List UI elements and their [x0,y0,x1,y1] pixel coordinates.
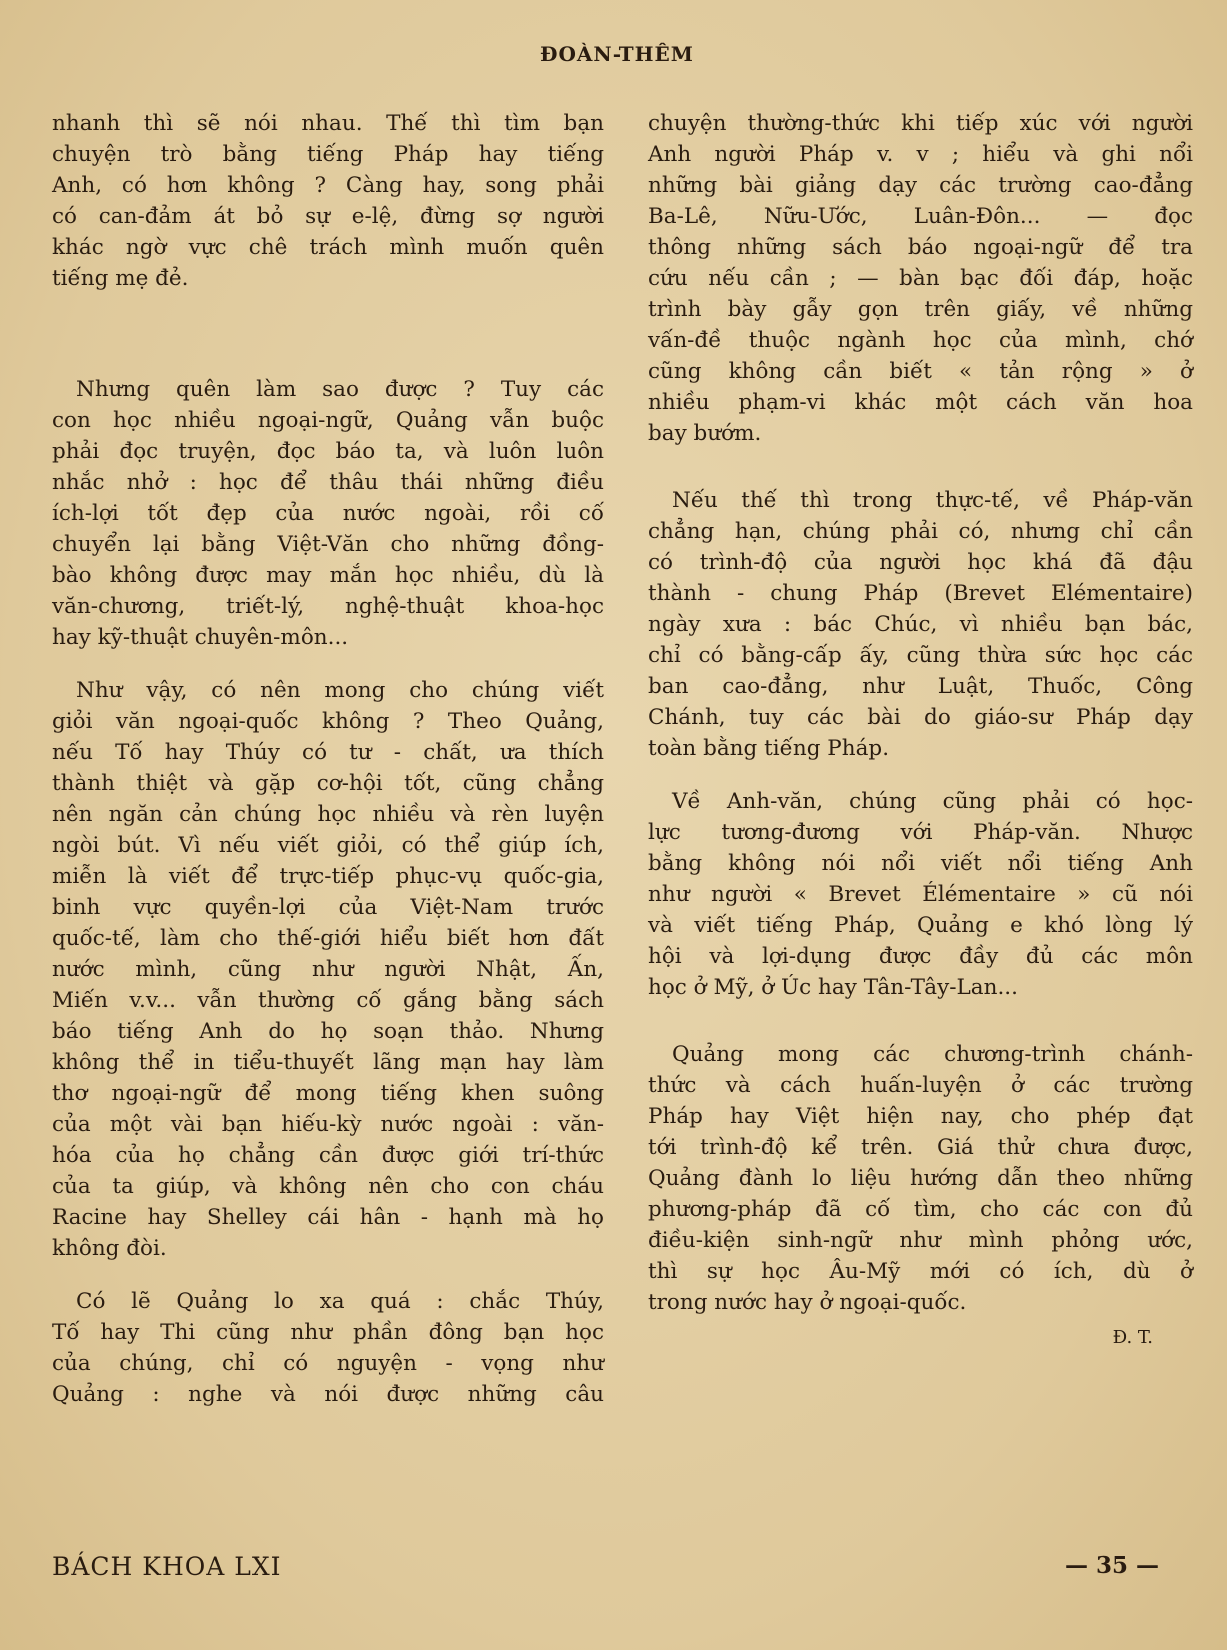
text-line: hội và lợi-dụng được đầy đủ các môn [648,944,1193,969]
text-line: giỏi văn ngoại-quốc không ? Theo Quảng, [52,709,604,734]
text-line: nếu Tố hay Thúy có tư - chất, ưa thích [52,740,604,765]
text-line: toàn bằng tiếng Pháp. [648,736,890,761]
text-line: Như vậy, có nên mong cho chúng viết [76,678,604,703]
text-line: binh vực quyền-lợi của Việt-Nam trước [52,895,604,920]
text-line: Anh, có hơn không ? Càng hay, song phải [52,173,604,198]
text-line: bay bướm. [648,421,762,446]
text-line: Có lẽ Quảng lo xa quá : chắc Thúy, [76,1289,604,1314]
text-line: những bài giảng dạy các trường cao-đẳng [648,173,1193,198]
text-line: trình bày gẫy gọn trên giấy, về những [648,297,1193,322]
text-line: chuyển lại bằng Việt-Văn cho những đồng- [52,532,604,557]
text-line: phải đọc truyện, đọc báo ta, và luôn luôn [52,439,604,464]
text-line: quốc-tế, làm cho thế-giới hiểu biết hơn đất [52,926,604,951]
text-line: thức và cách huấn-luyện ở các trường [648,1073,1193,1098]
left-text-column [52,108,604,1410]
text-line: Quảng mong các chương-trình chánh- [672,1042,1193,1067]
text-line: có trình-độ của người học khá đã đậu [648,550,1193,575]
text-line: Quảng : nghe và nói được những câu [52,1382,604,1407]
text-line: có can-đảm át bỏ sự e-lệ, đừng sợ người [52,204,604,229]
text-line: cũng không cần biết « tản rộng » ở [648,359,1193,384]
text-line: bào không được may mắn học nhiều, dù là [52,563,604,588]
page-header-author: ĐOÀN-THÊM [540,42,694,66]
text-line: báo tiếng Anh do họ soạn thảo. Nhưng [52,1019,604,1044]
text-line: trong nước hay ở ngoại-quốc. [648,1290,967,1315]
text-line: Ba-Lê, Nữu-Ước, Luân-Đôn... — đọc [648,204,1193,229]
right-text-column [648,108,1193,1358]
text-line: nhanh thì sẽ nói nhau. Thế thì tìm bạn [52,111,604,136]
text-line: của chúng, chỉ có nguyện - vọng như [52,1351,604,1376]
text-line: không thể in tiểu-thuyết lãng mạn hay làm [52,1050,604,1075]
text-line: của một vài bạn hiếu-kỳ nước ngoài : văn- [52,1112,604,1137]
text-line: miễn là viết để trực-tiếp phục-vụ quốc-gia, [52,864,604,889]
author-signature: Đ. T. [1112,1327,1153,1348]
page-number: — 35 — [1065,1552,1160,1579]
magazine-issue-label: BÁCH KHOA LXI [52,1552,282,1581]
text-line: thông những sách báo ngoại-ngữ để tra [648,235,1193,260]
text-line: chỉ có bằng-cấp ấy, cũng thừa sức học các [648,643,1193,668]
text-line: học ở Mỹ, ở Úc hay Tân-Tây-Lan... [648,975,1018,1000]
text-line: con học nhiều ngoại-ngữ, Quảng vẫn buộc [52,408,604,433]
text-line: thì sự học Âu-Mỹ mới có ích, dù ở [648,1259,1193,1284]
text-line: hay kỹ-thuật chuyên-môn... [52,625,349,650]
text-line: chuyện thường-thức khi tiếp xúc với người [648,111,1193,136]
text-line: Nhưng quên làm sao được ? Tuy các [76,377,604,402]
text-line: tới trình-độ kể trên. Giá thử chưa được, [648,1135,1193,1160]
text-line: ngòi bút. Vì nếu viết giỏi, có thể giúp ích, [52,833,604,858]
text-line: của ta giúp, và không nên cho con cháu [52,1174,604,1199]
text-line: ban cao-đẳng, như Luật, Thuốc, Công [648,674,1193,699]
text-line: ích-lợi tốt đẹp của nước ngoài, rồi cố [52,501,604,526]
text-line: phương-pháp đã cố tìm, cho các con đủ [648,1197,1193,1222]
text-line: lực tương-đương với Pháp-văn. Nhược [648,820,1193,845]
text-line: và viết tiếng Pháp, Quảng e khó lòng lý [648,913,1193,938]
text-line: Tố hay Thi cũng như phần đông bạn học [52,1320,604,1345]
text-line: thành - chung Pháp (Brevet Elémentaire) [648,581,1193,606]
text-line: Racine hay Shelley cái hân - hạnh mà họ [52,1205,604,1230]
text-line: nên ngăn cản chúng học nhiều và rèn luyện [52,802,604,827]
text-line: Nếu thế thì trong thực-tế, về Pháp-văn [672,488,1193,513]
text-line: Anh người Pháp v. v ; hiểu và ghi nổi [648,142,1193,167]
text-line: thành thiệt và gặp cơ-hội tốt, cũng chẳng [52,771,604,796]
text-line: nhiều phạm-vi khác một cách văn hoa [648,390,1193,415]
text-line: khác ngờ vực chê trách mình muốn quên [52,235,604,260]
text-line: nhắc nhở : học để thâu thái những điều [52,470,604,495]
text-line: hóa của họ chẳng cần được giới trí-thức [52,1143,604,1168]
text-line: Chánh, tuy các bài do giáo-sư Pháp dạy [648,705,1193,730]
text-line: không đòi. [52,1236,167,1261]
text-line: nước mình, cũng như người Nhật, Ấn, [52,957,604,982]
text-line: Miến v.v... vẫn thường cố gắng bằng sách [52,988,604,1013]
text-line: Về Anh-văn, chúng cũng phải có học- [672,789,1193,814]
text-line: vấn-đề thuộc ngành học của mình, chớ [648,328,1193,353]
text-line: điều-kiện sinh-ngữ như mình phỏng ước, [648,1228,1193,1253]
text-line: chuyện trò bằng tiếng Pháp hay tiếng [52,142,604,167]
text-line: tiếng mẹ đẻ. [52,266,189,291]
text-line: như người « Brevet Élémentaire » cũ nói [648,882,1193,907]
text-line: văn-chương, triết-lý, nghệ-thuật khoa-học [52,594,604,619]
text-line: chẳng hạn, chúng phải có, nhưng chỉ cần [648,519,1193,544]
text-line: Pháp hay Việt hiện nay, cho phép đạt [648,1104,1193,1129]
text-line: cứu nếu cần ; — bàn bạc đối đáp, hoặc [648,266,1193,291]
text-line: Quảng đành lo liệu hướng dẫn theo những [648,1166,1193,1191]
text-line: bằng không nói nổi viết nổi tiếng Anh [648,851,1193,876]
text-line: ngày xưa : bác Chúc, vì nhiều bạn bác, [648,612,1193,637]
text-line: thơ ngoại-ngữ để mong tiếng khen suông [52,1081,604,1106]
